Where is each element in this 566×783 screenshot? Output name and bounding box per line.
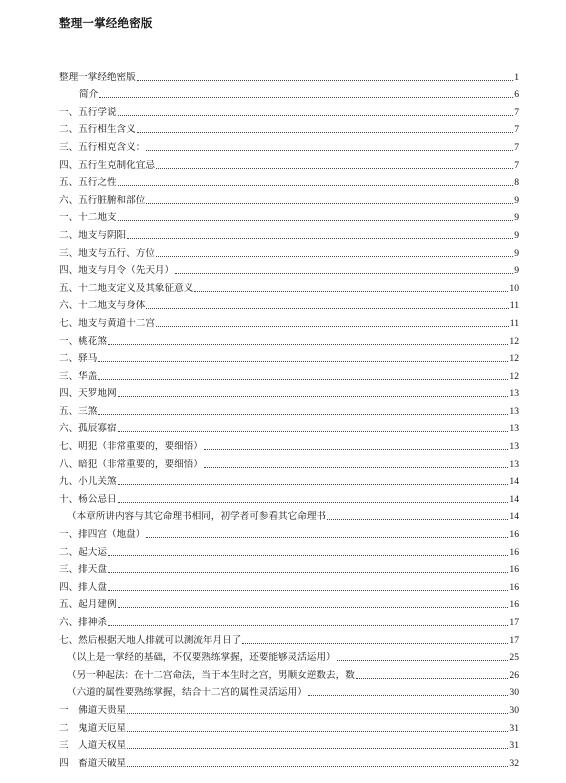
toc-entry[interactable] (59, 348, 519, 366)
toc-entry-page-number: 7 (514, 124, 519, 136)
toc-entry[interactable] (59, 506, 519, 524)
toc-dot-leader (137, 132, 513, 133)
toc-entry-page-number: 31 (509, 740, 519, 752)
page-title: 整理一掌经绝密版 (59, 16, 153, 30)
toc-dot-leader (146, 203, 513, 204)
toc-entry[interactable] (59, 400, 519, 418)
toc-dot-leader (146, 537, 508, 538)
toc-entry-page-number: 7 (514, 159, 519, 171)
toc-entry-page-number: 16 (509, 599, 519, 611)
toc-entry-page-number: 30 (509, 687, 519, 699)
toc-entry-label: 整理一掌经绝密版 (59, 71, 136, 83)
toc-entry-label: 五、十二地支定义及其象征意义 (59, 282, 194, 294)
toc-dot-leader (127, 238, 513, 239)
toc-entry-label: 六、排神杀 (59, 617, 107, 628)
toc-entry-page-number: 25 (509, 652, 519, 664)
toc-entry-page-number: 13 (509, 423, 519, 435)
toc-entry-page-number: 7 (514, 141, 519, 153)
toc-dot-leader (99, 97, 513, 98)
toc-entry-label: 七、明犯（非常重要的，要细悟） (59, 441, 203, 453)
toc-entry[interactable] (59, 664, 519, 682)
toc-entry[interactable] (59, 295, 519, 313)
toc-dot-leader (156, 326, 509, 327)
toc-entry-page-number: 8 (514, 177, 519, 189)
toc-entry[interactable] (59, 453, 519, 471)
toc-entry[interactable] (59, 312, 519, 330)
toc-entry-label: 三、五行相克含义： (59, 141, 146, 153)
toc-entry[interactable] (59, 365, 519, 383)
toc-entry[interactable] (59, 735, 519, 753)
toc-entry[interactable] (59, 260, 519, 278)
toc-entry-label: 五、三煞 (59, 405, 98, 417)
toc-entry-label: 六、十二地支与身体 (59, 300, 146, 312)
toc-entry[interactable] (59, 717, 519, 735)
toc-entry-page-number: 31 (509, 722, 519, 734)
toc-dot-leader (337, 660, 509, 661)
toc-entry-label: 一、排四宫（地盘） (59, 529, 146, 541)
toc-entry-page-number: 16 (509, 546, 519, 558)
toc-entry-page-number: 12 (509, 370, 519, 382)
toc-dot-leader (108, 590, 508, 591)
toc-entry[interactable] (59, 383, 519, 401)
toc-entry-page-number: 13 (509, 388, 519, 400)
toc-entry[interactable] (59, 207, 519, 225)
toc-dot-leader (127, 731, 508, 732)
toc-entry-page-number: 11 (509, 317, 519, 329)
toc-entry-page-number: 9 (514, 229, 519, 241)
toc-dot-leader (156, 256, 513, 257)
toc-entry-label: 三、地支与五行、方位 (59, 247, 155, 259)
toc-entry-page-number: 7 (514, 106, 519, 118)
toc-entry-page-number: 14 (509, 493, 519, 505)
toc-entry-label: 三 人道天权星 (59, 740, 127, 752)
toc-entry-page-number: 17 (509, 617, 519, 628)
toc-dot-leader (146, 150, 513, 151)
toc-entry-page-number: 11 (509, 300, 519, 312)
toc-entry-page-number: 9 (514, 265, 519, 277)
toc-dot-leader (108, 572, 508, 573)
toc-dot-leader (118, 502, 509, 503)
toc-entry[interactable] (59, 154, 519, 172)
toc-entry[interactable] (59, 699, 519, 717)
toc-dot-leader (194, 291, 508, 292)
toc-dot-leader (98, 379, 508, 380)
toc-dot-leader (242, 643, 508, 644)
toc-entry-label: （六道的属性要熟练掌握，结合十二宫的属性灵活运用） (67, 687, 307, 699)
toc-dot-leader (175, 273, 513, 274)
toc-entry-page-number: 13 (509, 441, 519, 453)
toc-entry-page-number: 30 (509, 704, 519, 716)
toc-entry[interactable] (59, 752, 519, 770)
toc-entry-label: 七、地支与黄道十二宫 (59, 317, 155, 329)
toc-entry[interactable] (59, 84, 519, 102)
toc-entry[interactable] (59, 541, 519, 559)
toc-entry-label: 四、五行生克制化宜忌 (59, 159, 155, 171)
toc-entry-page-number: 14 (509, 476, 519, 488)
toc-entry-label: 三、排天盘 (59, 564, 107, 576)
toc-entry-label: 六、孤辰寡宿 (59, 423, 117, 435)
toc-dot-leader (146, 308, 508, 309)
toc-entry-page-number: 1 (514, 71, 519, 83)
toc-entry-page-number: 16 (509, 581, 519, 593)
toc-dot-leader (118, 607, 509, 608)
toc-entry[interactable] (59, 611, 519, 629)
toc-entry-page-number: 17 (509, 634, 519, 646)
toc-entry-label: 三、华盖 (59, 370, 98, 382)
toc-entry[interactable] (59, 242, 519, 260)
toc-entry-label: 九、小儿关煞 (59, 476, 117, 488)
toc-entry-label: 一 佛道天贵星 (59, 704, 127, 716)
toc-entry-page-number: 10 (509, 282, 519, 294)
toc-entry-label: 二 鬼道天厄星 (59, 722, 127, 734)
toc-entry-label: 二、起大运 (59, 546, 107, 558)
toc-entry-page-number: 14 (509, 511, 519, 523)
toc-entry-page-number: 13 (509, 458, 519, 470)
toc-dot-leader (118, 431, 509, 432)
toc-entry-page-number: 9 (514, 247, 519, 259)
toc-entry-label: 六、五行脏腑和部位 (59, 194, 146, 206)
toc-dot-leader (118, 115, 514, 116)
toc-entry-page-number: 26 (509, 669, 519, 681)
toc-entry[interactable] (59, 435, 519, 453)
toc-entry-label: （以上是一掌经的基础，不仅要熟练掌握，还要能够灵活运用） (67, 652, 336, 664)
toc-entry[interactable] (59, 594, 519, 612)
toc-entry-page-number: 12 (509, 335, 519, 347)
toc-entry[interactable] (59, 172, 519, 190)
toc-entry-label: 一、十二地支 (59, 212, 117, 224)
toc-dot-leader (108, 555, 508, 556)
toc-dot-leader (308, 695, 509, 696)
toc-dot-leader (98, 414, 508, 415)
toc-entry-label: 四、天罗地网 (59, 388, 117, 400)
toc-entry-label: 简介 (79, 89, 99, 101)
toc-dot-leader (356, 678, 509, 679)
toc-entry[interactable] (59, 471, 519, 489)
toc-entry[interactable] (59, 523, 519, 541)
toc-entry[interactable] (59, 330, 519, 348)
toc-entry-page-number: 16 (509, 564, 519, 576)
toc-dot-leader (204, 467, 509, 468)
toc-entry-label: 二、驿马 (59, 353, 98, 365)
toc-entry-label: 二、五行相生含义 (59, 124, 136, 136)
toc-dot-leader (156, 168, 513, 169)
toc-entry-page-number: 32 (509, 757, 519, 769)
toc-entry[interactable] (59, 66, 519, 84)
toc-entry-label: 十、杨公忌日 (59, 493, 117, 505)
toc-dot-leader (127, 766, 508, 767)
toc-entry[interactable] (59, 101, 519, 119)
toc-entry-page-number: 13 (509, 405, 519, 417)
toc-entry[interactable] (59, 277, 519, 295)
toc-entry-label: 一、桃花煞 (59, 335, 107, 347)
toc-entry[interactable] (59, 629, 519, 647)
toc-entry-page-number: 9 (514, 194, 519, 206)
toc-entry-label: （另一种起法：在十二宫命法，当于本生时之宫，男顺女逆数去，数 (67, 669, 355, 681)
toc-dot-leader (127, 748, 508, 749)
toc-dot-leader (108, 344, 508, 345)
toc-entry-page-number: 16 (509, 529, 519, 541)
toc-dot-leader (137, 80, 513, 81)
toc-dot-leader (118, 220, 514, 221)
toc-entry[interactable] (59, 418, 519, 436)
toc-entry-label: 五、五行之性 (59, 177, 117, 189)
toc-entry-label: 八、暗犯（非常重要的，要细悟） (59, 458, 203, 470)
toc-dot-leader (118, 396, 509, 397)
toc-dot-leader (98, 361, 508, 362)
toc-entry-page-number: 12 (509, 353, 519, 365)
toc-entry[interactable] (59, 488, 519, 506)
toc-entry[interactable] (59, 682, 519, 700)
toc-dot-leader (118, 185, 514, 186)
toc-entry-label: 二、地支与阴阳 (59, 229, 127, 241)
toc-entry-label: 七、然后根据天地人排就可以测流年月日了 (59, 634, 242, 646)
table-of-contents (59, 66, 519, 770)
toc-dot-leader (127, 713, 508, 714)
toc-entry-page-number: 9 (514, 212, 519, 224)
toc-dot-leader (204, 449, 509, 450)
toc-entry-label: 一、五行学说 (59, 106, 117, 118)
toc-dot-leader (108, 625, 508, 626)
toc-entry-label: 四 畜道天破星 (59, 757, 127, 769)
toc-entry[interactable] (59, 119, 519, 137)
toc-entry[interactable] (59, 559, 519, 577)
toc-dot-leader (327, 519, 508, 520)
toc-entry[interactable] (59, 576, 519, 594)
toc-entry[interactable] (59, 647, 519, 665)
toc-entry-label: 四、排人盘 (59, 581, 107, 593)
toc-entry-label: 四、地支与月令（先天月） (59, 265, 175, 277)
toc-entry[interactable] (59, 136, 519, 154)
toc-dot-leader (118, 484, 509, 485)
toc-entry[interactable] (59, 224, 519, 242)
toc-entry-page-number: 6 (514, 89, 519, 101)
toc-entry-label: （本章所讲内容与其它命理书相同，初学者可参看其它命理书 (67, 511, 327, 523)
toc-entry[interactable] (59, 189, 519, 207)
toc-entry-label: 五、起月建例 (59, 599, 117, 611)
